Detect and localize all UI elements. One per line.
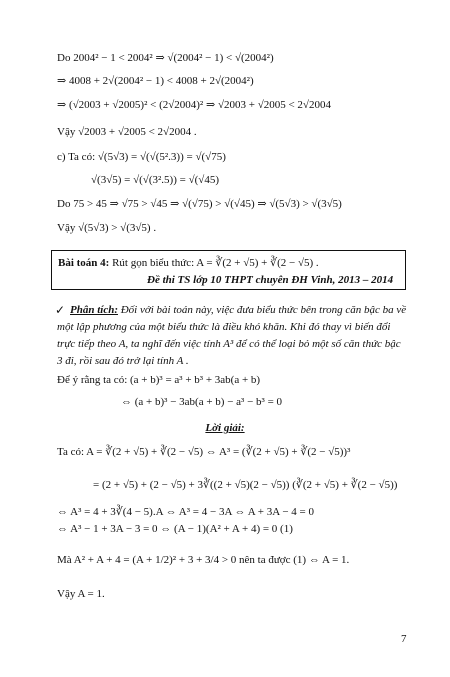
analysis-line-2: một lập phương của một biểu thức là điều khó khăn. Khi đó thay vì biến đổi xyxy=(57,321,391,333)
solution-conclusion: Vậy A = 1. xyxy=(57,588,105,600)
problem-source: Đề thi TS lớp 10 THPT chuyên ĐH Vinh, 2013 – 2014 xyxy=(147,274,394,286)
solution-line-4: ⇔ A³ − 1 + 3A − 3 = 0 ⇔ (A − 1)(A² + A + 4) = 0 (1) xyxy=(57,523,293,535)
solution-heading: Lời giải: xyxy=(205,422,245,434)
solution-line-2: = (2 + √5) + (2 − √5) + 3∛((2 + √5)(2 − √5)) (∛(2 + √5) + ∛(2 − √5)) xyxy=(93,479,398,491)
analysis-line-4: 3 đi, rồi sau đó trở lại tính A . xyxy=(57,355,189,367)
part-c-line-3: Do 75 > 45 ⇒ √75 > √45 ⇒ √(√75) > √(√45) ⇒ √(5√3) > √(3√5) xyxy=(57,198,342,210)
problem-expression: Rút gọn biểu thức: A = ∛(2 + √5) + ∛(2 − √5) . xyxy=(109,257,319,269)
checkmark-icon: ✓ xyxy=(55,303,66,317)
problem-statement xyxy=(58,256,319,270)
part-c-line-2: √(3√5) = √(√(3².5)) = √(√45) xyxy=(91,174,219,186)
analysis-line-1 xyxy=(70,303,406,317)
identity-equivalent: ⇔ (a + b)³ − 3ab(a + b) − a³ − b³ = 0 xyxy=(121,396,283,408)
page-number: 7 xyxy=(401,633,407,645)
analysis-text-1: Đối với bài toán này, việc đưa biểu thức bên trong căn bậc ba về xyxy=(117,304,407,316)
conclusion-b: Vậy √2003 + √2005 < 2√2004 . xyxy=(57,126,197,138)
proof-line-3: ⇒ (√2003 + √2005)² < (2√2004)² ⇒ √2003 + √2005 < 2√2004 xyxy=(57,99,331,111)
solution-line-5: Mà A² + A + 4 = (A + 1/2)² + 3 + 3/4 > 0 nên ta được (1) ⇔ A = 1. xyxy=(57,554,350,566)
problem-title: Bài toán 4: xyxy=(58,257,110,269)
proof-line-1: Do 2004² − 1 < 2004² ⇒ √(2004² − 1) < √(2004²) xyxy=(57,52,274,64)
analysis-line-3: trực tiếp theo A, ta nghĩ đến việc tính A³ để có thể loại bỏ một số căn thức bậc xyxy=(57,338,401,350)
part-c-line-1: c) Ta có: √(5√3) = √(√(5².3)) = √(√75) xyxy=(57,151,226,163)
solution-line-3: ⇔ A³ = 4 + 3∛(4 − 5).A ⇔ A³ = 4 − 3A ⇔ A + 3A − 4 = 0 xyxy=(57,506,314,518)
proof-line-2: ⇒ 4008 + 2√(2004² − 1) < 4008 + 2√(2004²) xyxy=(57,75,254,87)
conclusion-c: Vậy √(5√3) > √(3√5) . xyxy=(57,222,157,234)
identity-line: Để ý rằng ta có: (a + b)³ = a³ + b³ + 3ab(a + b) xyxy=(57,374,261,386)
analysis-label: Phân tích: xyxy=(70,304,118,316)
solution-line-1: Ta có: A = ∛(2 + √5) + ∛(2 − √5) ⇔ A³ = (∛(2 + √5) + ∛(2 − √5))³ xyxy=(57,446,351,458)
